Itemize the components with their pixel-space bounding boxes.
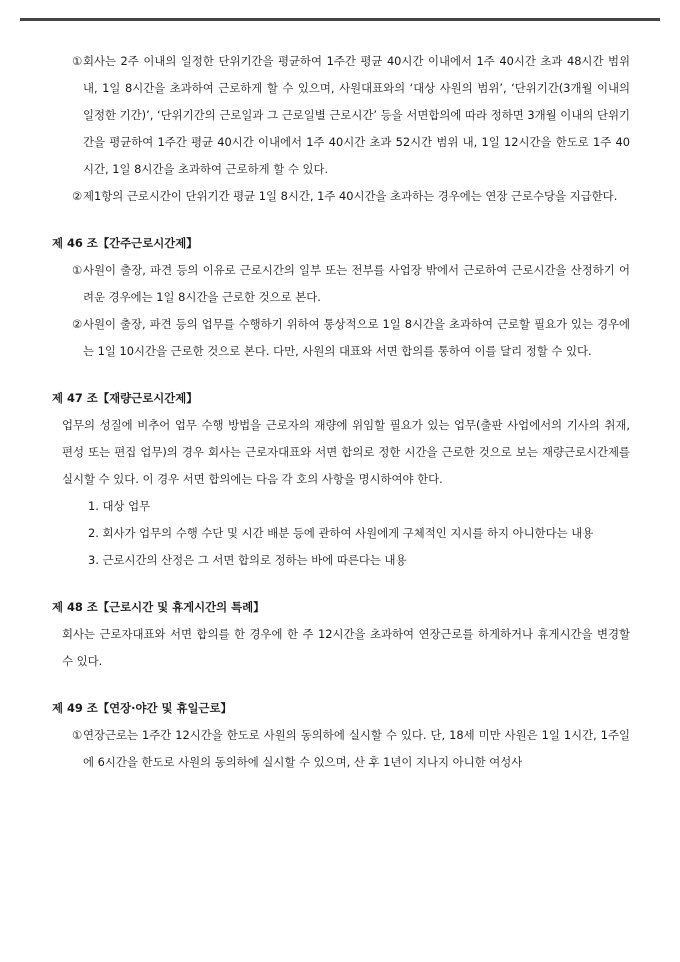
clause-text: 사원이 출장, 파견 등의 업무를 수행하기 위하여 통상적으로 1일 8시간을 초과하여 근로할 필요가 있는 경우에는 1일 10시간을 근로한 것으로 본다. 다만, 사원의 대표와 서면 합의를 통하여 이를 달리 정할 수 있다. (83, 317, 630, 358)
clause-number: ① (72, 728, 83, 742)
clause-text: 회사는 2주 이내의 일정한 단위기간을 평균하여 1주간 평균 40시간 이내에서 1주 40시간 초과 48시간 범위 내, 1일 8시간을 초과하여 근로하게 할 수 있으며, 사원대표와의 ‘대상 사원의 범위’, ‘단위기간(3개월 이내의 일정한 기간)’, ‘단위기간의 근로일과 그 근로일별 근로시간’ 등을 서면합의에 따라 정하면 3개월 이내의 단위기간을 평균하여 1주간 평균 40시간 이내에서 1주 40시간 초과 52시간 범위 내, 1일 12시간을 한도로 1주 40시간, 1일 8시간을 초과하여 근로하게 할 수 있다. (83, 54, 630, 176)
clause-paragraph (52, 722, 630, 776)
article-heading: 제 47 조【재량근로시간제】 (52, 391, 198, 405)
continued-section (52, 48, 630, 210)
clause-text: 사원이 출장, 파견 등의 이유로 근로시간의 일부 또는 전부를 사업장 밖에서 근로하여 근로시간을 산정하기 어려운 경우에는 1일 8시간을 근로한 것으로 본다. (83, 263, 630, 304)
clause-number: ② (72, 317, 83, 331)
list-item: 2. 회사가 업무의 수행 수단 및 시간 배분 등에 관하여 사원에게 구체적인 지시를 하지 아니한다는 내용 (88, 526, 594, 540)
article-heading: 제 46 조【간주근로시간제】 (52, 236, 198, 250)
list-item: 3. 근로시간의 산정은 그 서면 합의로 정하는 바에 따른다는 내용 (88, 553, 407, 567)
list-item: 1. 대상 업무 (88, 499, 151, 513)
clause-number: ① (72, 54, 83, 68)
document-page (52, 48, 630, 776)
clause-paragraph (52, 48, 630, 183)
top-rule (20, 18, 660, 21)
clause-paragraph (52, 311, 630, 365)
article-heading: 제 48 조【근로시간 및 휴게시간의 특례】 (52, 600, 265, 614)
article-47 (52, 385, 630, 574)
article-body: 업무의 성질에 비추어 업무 수행 방법을 근로자의 재량에 위임할 필요가 있는 업무(출판 사업에서의 기사의 취재, 편성 또는 편집 업무)의 경우 회사는 근로자대표와 서면 합의로 정한 시간을 근로한 것으로 보는 재량근로시간제를 실시할 수 있다. 이 경우 서면 합의에는 다음 각 호의 사항을 명시하여야 한다. (62, 418, 630, 486)
clause-text: 연장근로는 1주간 12시간을 한도로 사원의 동의하에 실시할 수 있다. 단, 18세 미만 사원은 1일 1시간, 1주일에 6시간을 한도로 사원의 동의하에 실시할 수 있으며, 산 후 1년이 지나지 아니한 여성사 (83, 728, 630, 769)
article-46 (52, 230, 630, 365)
clause-text: 제1항의 근로시간이 단위기간 평균 1일 8시간, 1주 40시간을 초과하는 경우에는 연장 근로수당을 지급한다. (83, 189, 618, 203)
clause-paragraph (52, 183, 630, 210)
article-48 (52, 594, 630, 675)
clause-number: ① (72, 263, 83, 277)
article-body: 회사는 근로자대표와 서면 합의를 한 경우에 한 주 12시간을 초과하여 연장근로를 하게하거나 휴게시간을 변경할 수 있다. (62, 627, 630, 668)
article-heading: 제 49 조【연장·야간 및 휴일근로】 (52, 701, 232, 715)
clause-paragraph (52, 257, 630, 311)
article-49 (52, 695, 630, 776)
clause-number: ② (72, 189, 83, 203)
